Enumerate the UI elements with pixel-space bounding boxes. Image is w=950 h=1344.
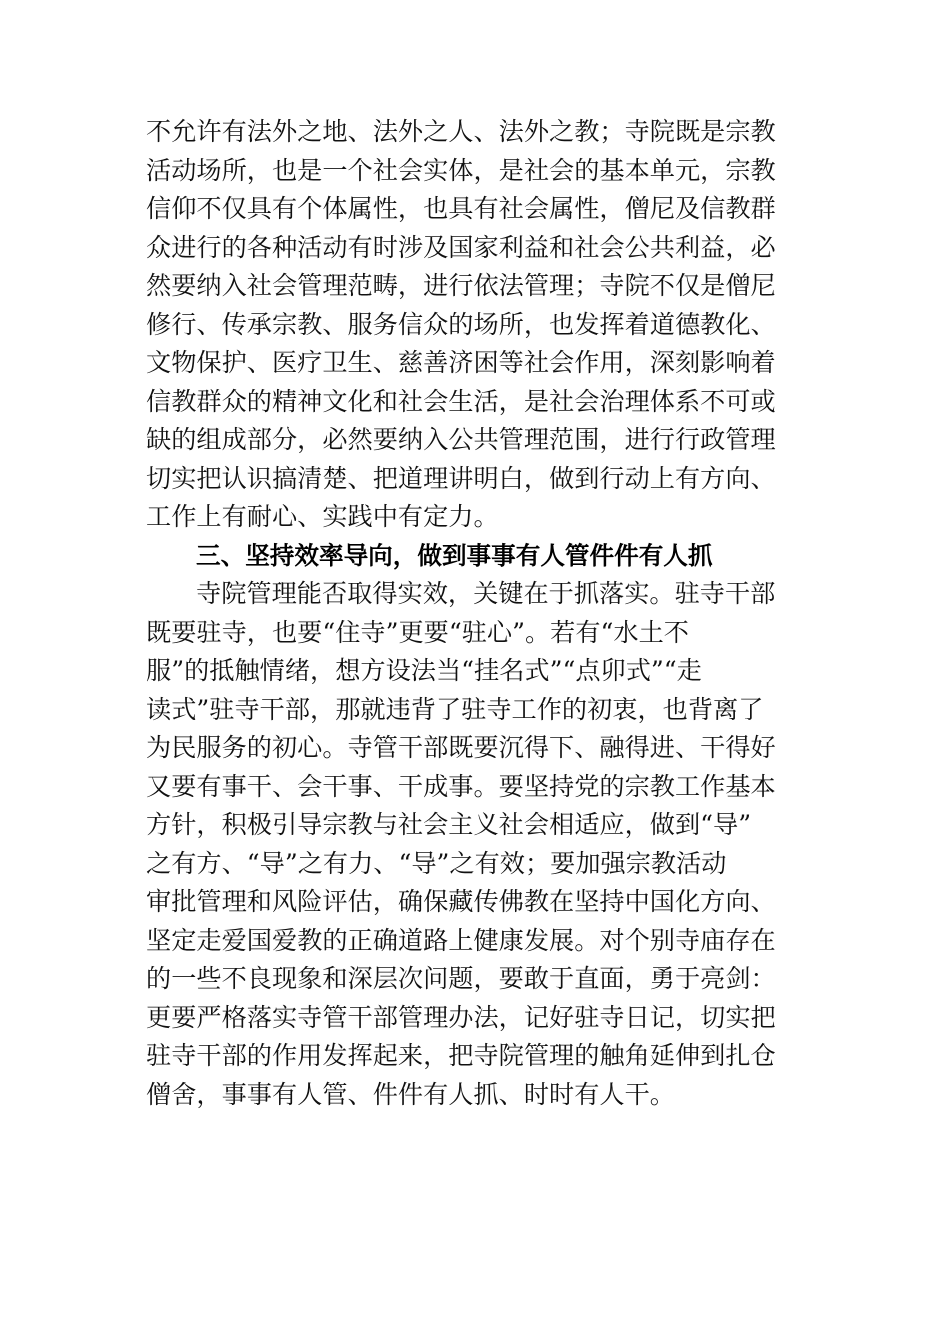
paragraph-line: 文物保护、医疗卫生、慈善济困等社会作用，深刻影响着 (146, 348, 776, 377)
paragraph-line: 更要严格落实寺管干部管理办法，记好驻寺日记，切实把 (146, 1002, 776, 1032)
paragraph-line: 信仰不仅具有个体属性，也具有社会属性，僧尼及信教群 (146, 194, 776, 223)
paragraph-line: 信教群众的精神文化和社会生活，是社会治理体系不可或 (146, 386, 776, 416)
paragraph-line: 修行、传承宗教、服务信众的场所，也发挥着道德教化、 (146, 309, 776, 339)
paragraph-line: 坚定走爱国爱教的正确道路上健康发展。对个别寺庙存在 (146, 925, 776, 955)
paragraph-line: 活动场所，也是一个社会实体，是社会的基本单元，宗教 (146, 155, 776, 185)
paragraph-line: 读式”驻寺干部，那就违背了驻寺工作的初衷，也背离了 (146, 694, 764, 724)
paragraph-line: 僧舍，事事有人管、件件有人抓、时时有人干。 (146, 1079, 675, 1109)
paragraph-line: 寺院管理能否取得实效，关键在于抓落实。驻寺干部 (196, 579, 776, 608)
document-body (146, 113, 816, 1114)
paragraph-line: 的一些不良现象和深层次问题，要敢于直面，勇于亮剑： (146, 964, 776, 993)
paragraph-line: 既要驻寺，也要“住寺”更要“驻心”。若有“水土不 (146, 617, 689, 647)
paragraph-line: 之有方、“导”之有力、“导”之有效；要加强宗教活动 (146, 848, 727, 878)
paragraph-line: 服”的抵触情绪，想方设法当“挂名式”“点卯式”“走 (146, 656, 702, 685)
section-heading: 三、坚持效率导向，做到事事有人管件件有人抓 (196, 540, 713, 570)
paragraph-line: 缺的组成部分，必然要纳入公共管理范围，进行行政管理 (146, 425, 776, 454)
paragraph-line: 众进行的各种活动有时涉及国家利益和社会公共利益，必 (146, 232, 776, 262)
paragraph-line: 不允许有法外之地、法外之人、法外之教；寺院既是宗教 (146, 117, 776, 146)
paragraph-line: 工作上有耐心、实践中有定力。 (146, 502, 499, 531)
paragraph-line: 为民服务的初心。寺管干部既要沉得下、融得进、干得好 (146, 733, 776, 762)
paragraph-line: 切实把认识搞清楚、把道理讲明白，做到行动上有方向、 (146, 463, 776, 493)
paragraph-line: 又要有事干、会干事、干成事。要坚持党的宗教工作基本 (146, 771, 776, 801)
paragraph-line: 然要纳入社会管理范畴，进行依法管理；寺院不仅是僧尼 (146, 271, 776, 300)
paragraph-line: 方针，积极引导宗教与社会主义社会相适应，做到“导” (146, 810, 752, 839)
paragraph-line: 审批管理和风险评估，确保藏传佛教在坚持中国化方向、 (146, 887, 776, 916)
paragraph-line: 驻寺干部的作用发挥起来，把寺院管理的触角延伸到扎仓 (146, 1041, 776, 1070)
